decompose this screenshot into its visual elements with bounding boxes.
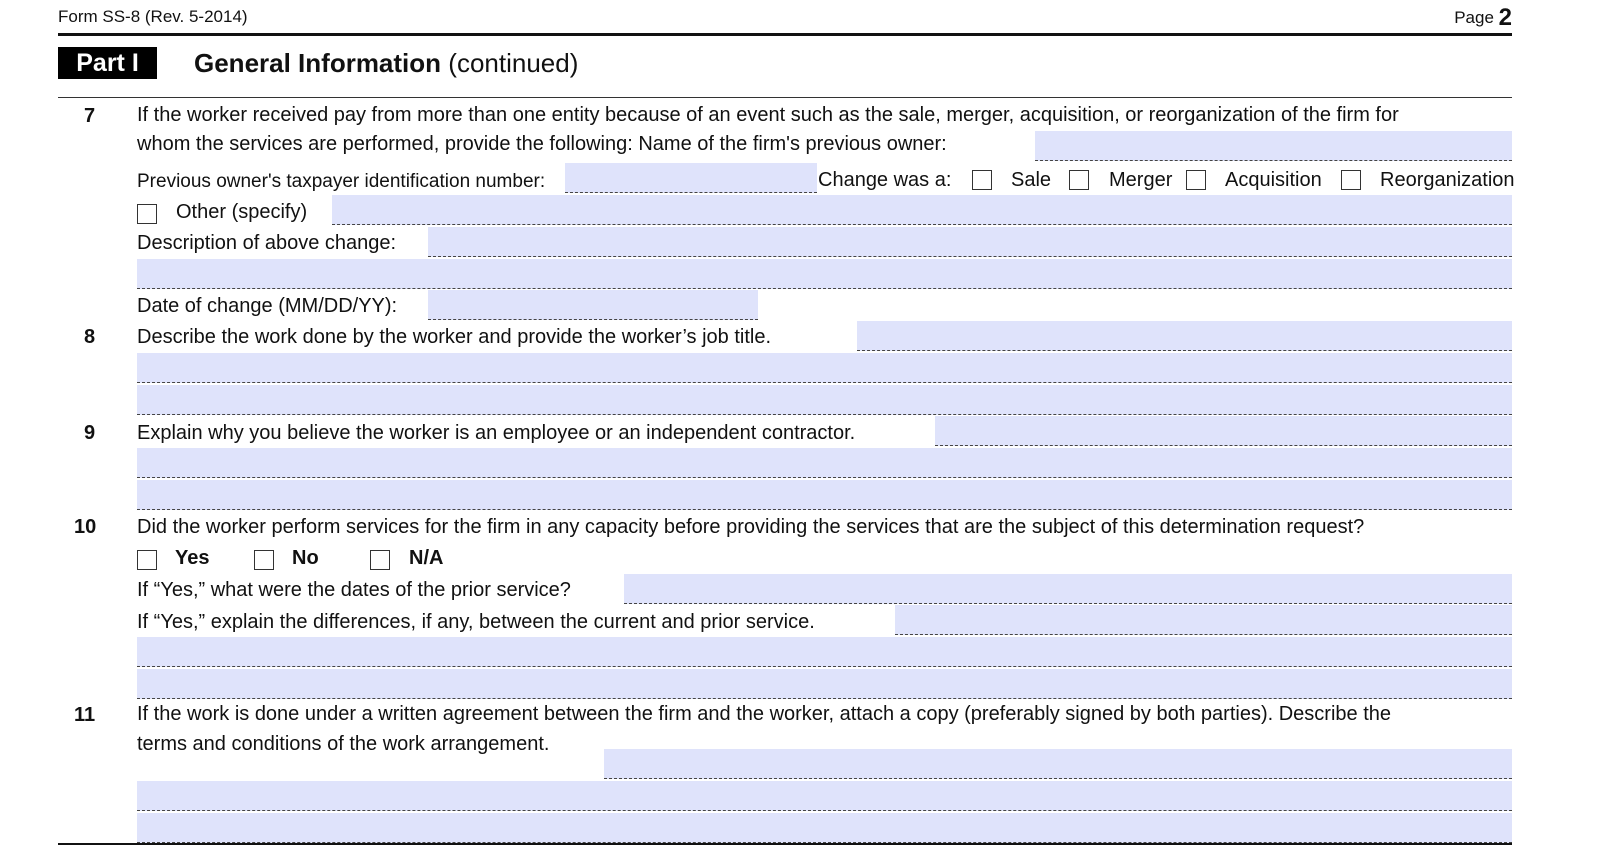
acquisition-checkbox[interactable] bbox=[1186, 170, 1206, 190]
prior-service-dates-field[interactable] bbox=[624, 574, 1512, 604]
previous-owner-tin-label: Previous owner's taxpayer identification number: bbox=[137, 171, 546, 192]
q11-text-line1: If the work is done under a written agreement between the firm and the worker, attach a copy (preferably signed by both parties). Describe the bbox=[137, 703, 1392, 725]
sale-checkbox[interactable] bbox=[972, 170, 992, 190]
q11-number: 11 bbox=[74, 704, 96, 726]
agreement-terms-field-2[interactable] bbox=[137, 781, 1512, 811]
page-number: 2 bbox=[1498, 4, 1512, 31]
agreement-terms-field-3[interactable] bbox=[137, 813, 1512, 843]
work-description-field-3[interactable] bbox=[137, 385, 1512, 415]
reorganization-label: Reorganization bbox=[1380, 169, 1515, 191]
merger-checkbox[interactable] bbox=[1069, 170, 1089, 190]
date-of-change-label: Date of change (MM/DD/YY): bbox=[137, 295, 398, 317]
prior-service-na-label: N/A bbox=[409, 547, 444, 569]
change-type-label: Change was a: bbox=[818, 169, 952, 191]
previous-owner-tin-field[interactable] bbox=[565, 163, 817, 193]
part-badge: Part I bbox=[58, 47, 157, 79]
work-description-field-1[interactable] bbox=[857, 321, 1512, 351]
part-title-suffix: (continued) bbox=[448, 48, 579, 78]
prior-service-no-checkbox[interactable] bbox=[254, 550, 274, 570]
prior-service-no-label: No bbox=[292, 547, 319, 569]
other-specify-field[interactable] bbox=[332, 195, 1512, 225]
page-label: Page bbox=[1454, 8, 1494, 27]
q8-text: Describe the work done by the worker and provide the worker’s job title. bbox=[137, 326, 772, 348]
agreement-terms-field-1[interactable] bbox=[604, 749, 1512, 779]
change-description-label: Description of above change: bbox=[137, 232, 397, 254]
previous-owner-name-field[interactable] bbox=[1035, 131, 1512, 161]
reorganization-checkbox[interactable] bbox=[1341, 170, 1361, 190]
prior-service-yes-checkbox[interactable] bbox=[137, 550, 157, 570]
prior-service-differences-field-3[interactable] bbox=[137, 669, 1512, 699]
part-title bbox=[194, 48, 578, 79]
classification-reason-field-2[interactable] bbox=[137, 448, 1512, 478]
other-specify-label: Other (specify) bbox=[176, 201, 308, 223]
page-indicator bbox=[1454, 4, 1512, 32]
q10-number: 10 bbox=[74, 516, 97, 538]
change-description-field-2[interactable] bbox=[137, 259, 1512, 289]
other-change-checkbox[interactable] bbox=[137, 204, 157, 224]
q9-number: 9 bbox=[84, 422, 96, 444]
prior-service-differences-field-2[interactable] bbox=[137, 637, 1512, 667]
date-of-change-field[interactable] bbox=[428, 290, 758, 320]
merger-label: Merger bbox=[1109, 169, 1173, 191]
q10-text: Did the worker perform services for the firm in any capacity before providing the services that are the subject of this determination request? bbox=[137, 516, 1365, 538]
section-rule bbox=[58, 97, 1512, 98]
change-description-field-1[interactable] bbox=[428, 227, 1512, 257]
header-rule bbox=[58, 33, 1512, 36]
q11-text-line2: terms and conditions of the work arrangement. bbox=[137, 733, 550, 755]
acquisition-label: Acquisition bbox=[1225, 169, 1322, 191]
prior-service-differences-field-1[interactable] bbox=[895, 605, 1512, 635]
sale-label: Sale bbox=[1011, 169, 1052, 191]
classification-reason-field-3[interactable] bbox=[137, 480, 1512, 510]
prior-service-differences-label: If “Yes,” explain the differences, if any, between the current and prior service. bbox=[137, 611, 815, 633]
q7-text-line1: If the worker received pay from more than one entity because of an event such as the sale, merger, acquisition, or reorganization of the firm for bbox=[137, 104, 1399, 126]
part-title-main: General Information bbox=[194, 48, 442, 78]
q9-text: Explain why you believe the worker is an employee or an independent contractor. bbox=[137, 422, 856, 444]
q7-number: 7 bbox=[84, 105, 96, 127]
prior-service-dates-label: If “Yes,” what were the dates of the prior service? bbox=[137, 579, 571, 601]
form-identifier: Form SS-8 (Rev. 5-2014) bbox=[58, 7, 248, 26]
q7-text-line2: whom the services are performed, provide the following: Name of the firm's previous owner: bbox=[137, 133, 947, 155]
prior-service-yes-label: Yes bbox=[175, 547, 210, 569]
prior-service-na-checkbox[interactable] bbox=[370, 550, 390, 570]
classification-reason-field-1[interactable] bbox=[935, 416, 1512, 446]
work-description-field-2[interactable] bbox=[137, 353, 1512, 383]
q8-number: 8 bbox=[84, 326, 96, 348]
footer-rule bbox=[58, 843, 1512, 845]
